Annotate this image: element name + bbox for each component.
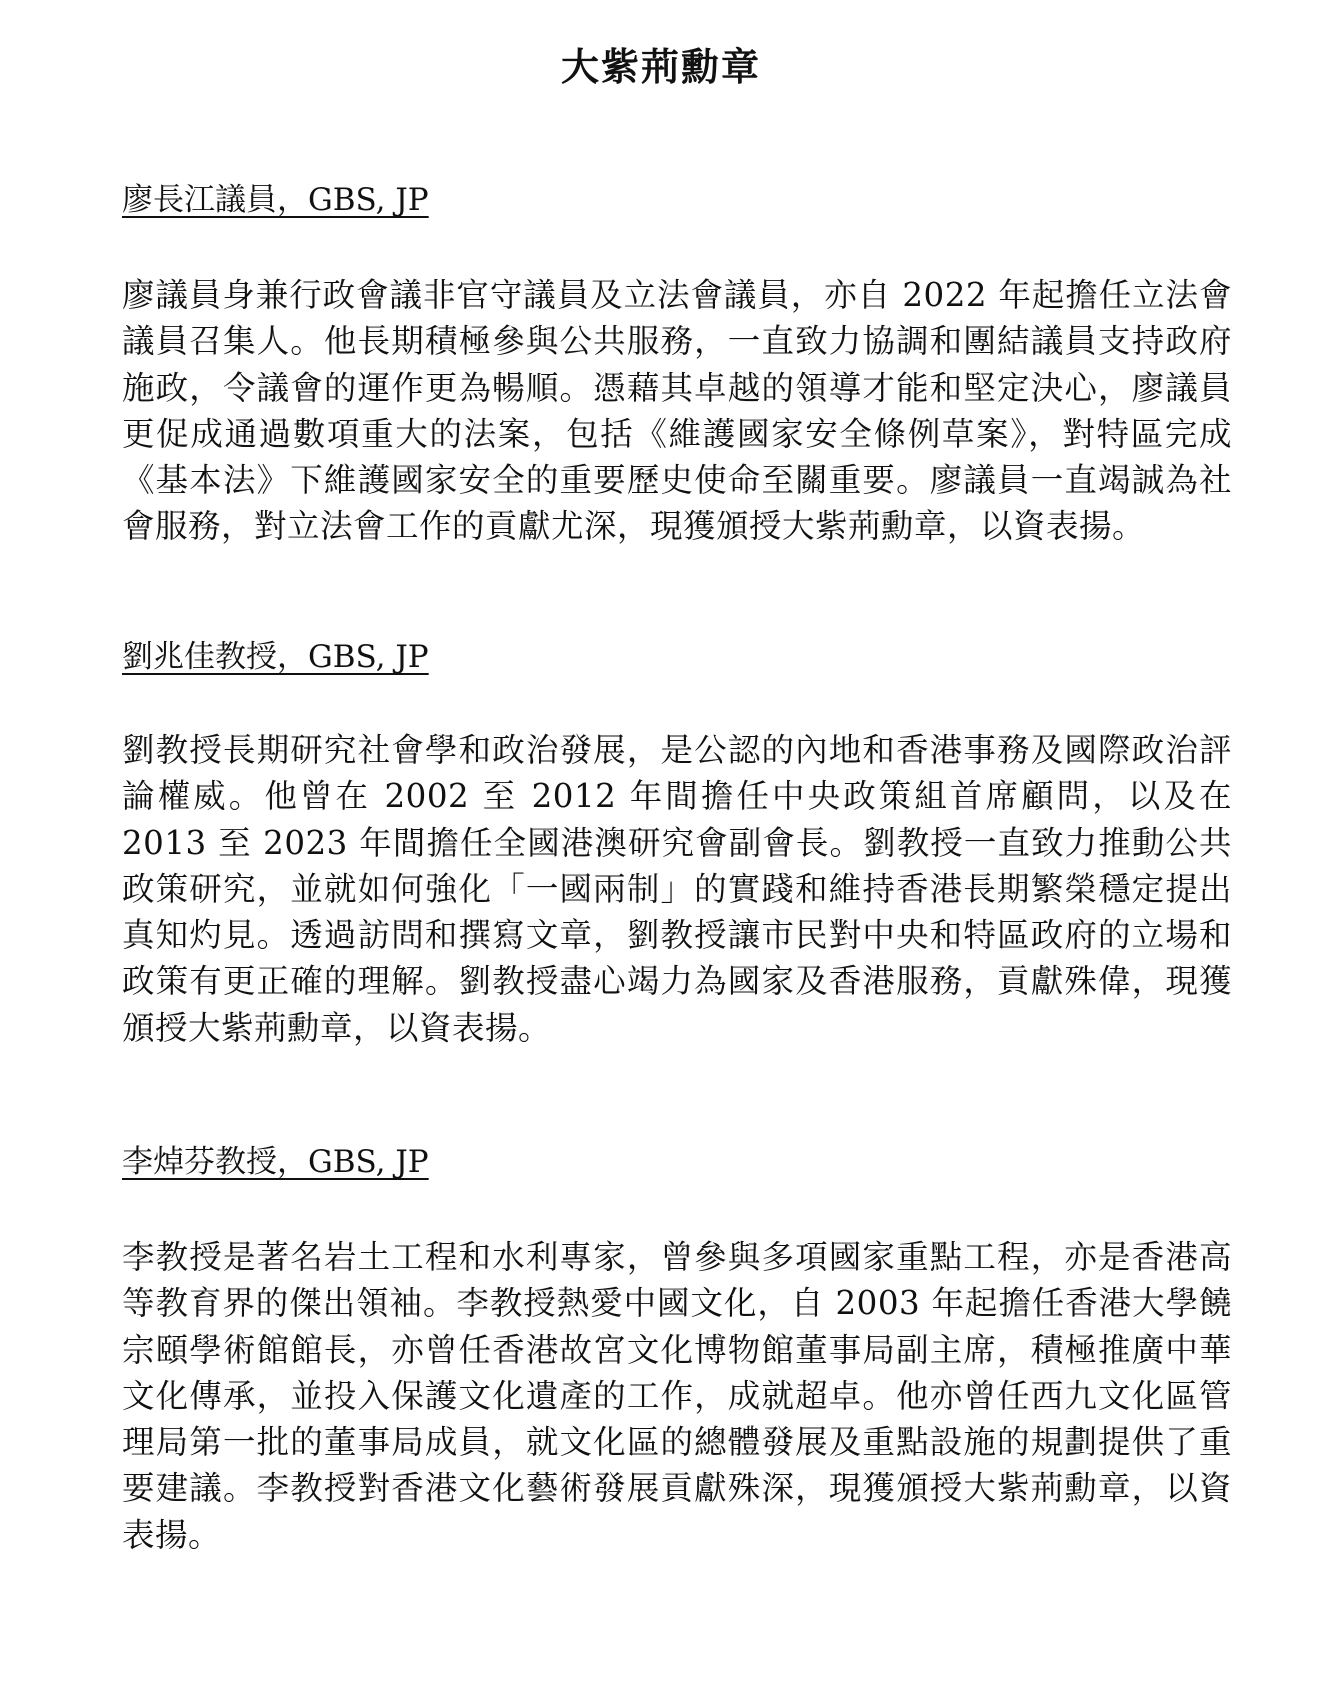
awardee-citation: 廖議員身兼行政會議非官守議員及立法會議員，亦自 2022 年起擔任立法會議員召集人。他長期積極參與公共服務，一直致力協調和團結議員支持政府施政，令議會的運作更為暢順。憑藉其卓越的領導才能和堅定決心，廖議員更促成通過數項重大的法案，包括《維護國家安全條例草案》，對特區完成《基本法》下維護國家安全的重要歷史使命至關重要。廖議員一直竭誠為社會服務，對立法會工作的貢獻尤深，現獲頒授大紫荊勳章，以資表揚。 [122, 276, 1232, 546]
awardee-section-lau [122, 635, 1232, 1051]
awardee-section-liao [122, 178, 1232, 550]
awardee-heading: 廖長江議員，GBS, JP [122, 182, 429, 218]
awardee-citation: 劉教授長期研究社會學和政治發展，是公認的內地和香港事務及國際政治評論權威。他曾在 2002 至 2012 年間擔任中央政策組首席顧問，以及在 2013 至 2023 年間擔任全國港澳研究會副會長。劉教授一直致力推動公共政策研究，並就如何強化「一國兩制」的實踐和維持香港長期繁榮穩定提出真知灼見。透過訪問和撰寫文章，劉教授讓市民對中央和特區政府的立場和政策有更正確的理解。劉教授盡心竭力為國家及香港服務，貢獻殊偉，現獲頒授大紫荊勳章，以資表揚。 [122, 731, 1232, 1047]
awardee-section-lee [122, 1140, 1232, 1558]
page-title: 大紫荊勳章 [560, 45, 761, 89]
awardee-citation: 李教授是著名岩土工程和水利專家，曾參與多項國家重點工程，亦是香港高等教育界的傑出領袖。李教授熱愛中國文化，自 2003 年起擔任香港大學饒宗頤學術館館長，亦曾任香港故宮文化博物館董事局副主席，積極推廣中華文化傳承，並投入保護文化遺產的工作，成就超卓。他亦曾任西九文化區管理局第一批的董事局成員，就文化區的總體發展及重點設施的規劃提供了重要建議。李教授對香港文化藝術發展貢獻殊深，現獲頒授大紫荊勳章，以資表揚。 [122, 1238, 1232, 1554]
awardee-heading: 劉兆佳教授，GBS, JP [122, 639, 429, 675]
awardee-heading: 李焯芬教授，GBS, JP [122, 1144, 429, 1180]
